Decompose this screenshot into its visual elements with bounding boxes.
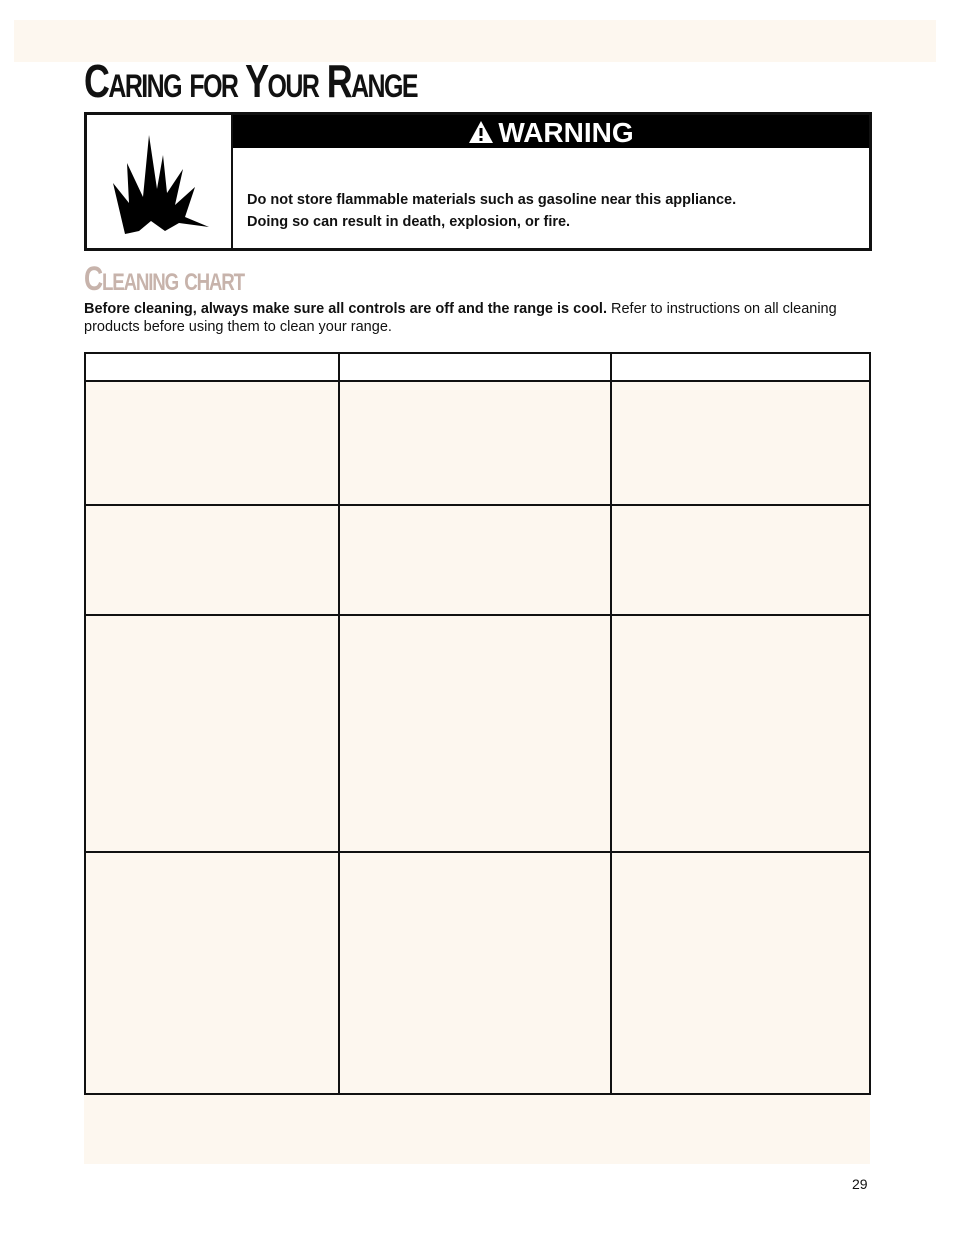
warning-line-1: Do not store flammable materials such as gasoline near this appliance. [247, 192, 737, 208]
table-row [85, 615, 870, 852]
table-header-row [85, 353, 870, 381]
table-row [85, 852, 870, 1094]
warning-text [247, 189, 847, 233]
cleaning-chart-table [84, 352, 871, 1095]
table-header-cell [85, 353, 339, 381]
table-cell [611, 852, 870, 1094]
warning-line-2: Doing so can result in death, explosion, or fire. [247, 214, 571, 230]
table-cell [85, 505, 339, 615]
table-cell [611, 381, 870, 505]
explosion-icon [105, 131, 215, 235]
intro-rest: Refer to instructions on all cleaning products before using them to clean your range. [84, 301, 837, 335]
warning-box [84, 112, 872, 251]
warning-icon-cell [87, 115, 233, 248]
table-cell [339, 615, 611, 852]
table-cell [339, 381, 611, 505]
table-cell [611, 615, 870, 852]
table-row [85, 505, 870, 615]
table-cell [85, 615, 339, 852]
table-cell [339, 852, 611, 1094]
table-header-cell [339, 353, 611, 381]
table-cell [85, 381, 339, 505]
intro-bold: Before cleaning, always make sure all controls are off and the range is cool. [84, 301, 607, 317]
warning-triangle-icon [468, 120, 494, 144]
page-number: 29 [852, 1176, 868, 1192]
warning-header [233, 115, 869, 148]
warning-header-label: WARNING [498, 117, 634, 148]
table-cell [339, 505, 611, 615]
table-cell [85, 852, 339, 1094]
section-title: Cleaning chart [84, 260, 244, 298]
page-title: Caring for Your Range [84, 55, 417, 107]
table-header-cell [611, 353, 870, 381]
table-row [85, 381, 870, 505]
table-cell [611, 505, 870, 615]
cleaning-intro [84, 300, 869, 336]
